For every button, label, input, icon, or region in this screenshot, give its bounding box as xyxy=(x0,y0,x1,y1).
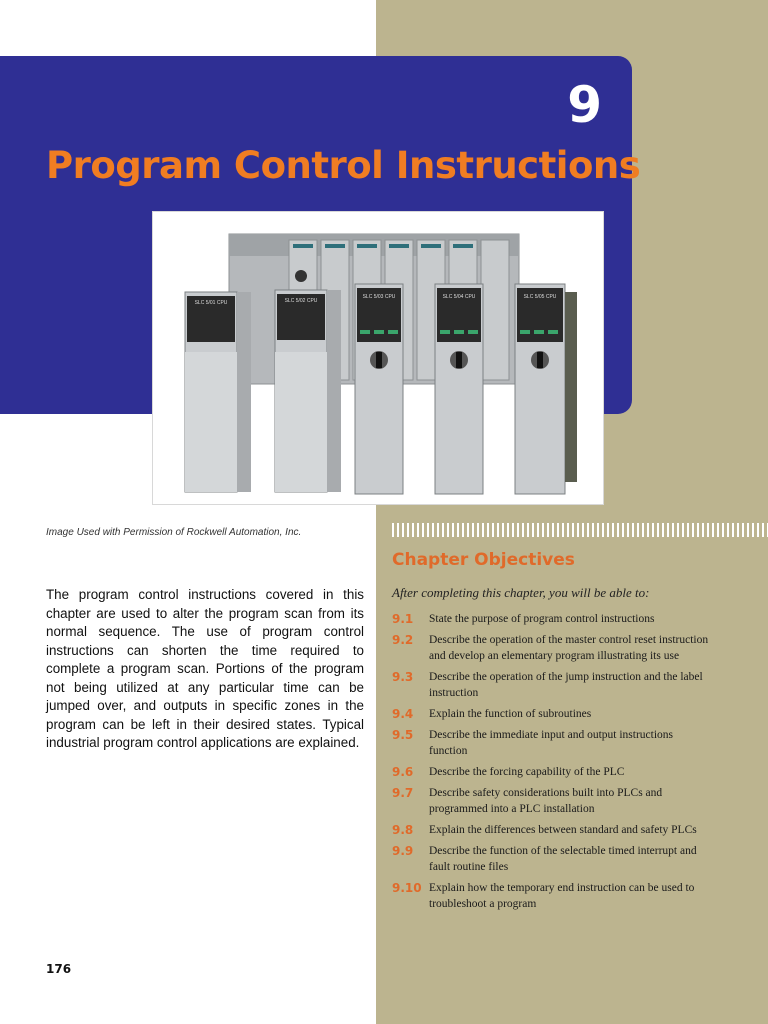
slc-501-module xyxy=(185,292,251,492)
objective-item xyxy=(392,706,712,722)
objective-number: 9.7 xyxy=(392,786,414,800)
module-label: SLC 5/02 CPU xyxy=(284,298,318,304)
module-label: SLC 5/04 CPU xyxy=(442,294,476,300)
chapter-intro-paragraph: The program control instructions covered in this chapter are used to alter the program scan from its normal sequence. The use of program control instructions can shorten the time required to complete a program scan. Portions of the program not being utilized at any particular time can be jumped over, and outputs in specific zones in the program can be left in their desired states. Typical industrial program control applications are explained. xyxy=(46,587,364,750)
slc-503-module xyxy=(355,284,403,494)
objective-text: Describe the immediate input and output instructions function xyxy=(429,729,674,757)
objective-text: State the purpose of program control instructions xyxy=(429,613,655,625)
objective-number: 9.6 xyxy=(392,765,414,779)
chapter-title: Program Control Instructions xyxy=(46,144,641,187)
slc-504-module xyxy=(435,284,483,494)
objective-item xyxy=(392,764,712,780)
objectives-list xyxy=(392,611,712,917)
objective-text: Explain the differences between standard and safety PLCs xyxy=(429,824,697,836)
objective-number: 9.10 xyxy=(392,881,422,895)
objective-item xyxy=(392,611,712,627)
chapter-number: 9 xyxy=(567,76,602,134)
slc-505-module xyxy=(515,284,577,494)
tick-rule-divider xyxy=(392,523,768,537)
objective-item xyxy=(392,669,712,701)
objective-item xyxy=(392,727,712,759)
objective-item xyxy=(392,843,712,875)
objective-item xyxy=(392,632,712,664)
objective-number: 9.4 xyxy=(392,707,414,721)
objective-text: Explain the function of subroutines xyxy=(429,708,592,720)
objective-item xyxy=(392,822,712,838)
objective-text: Describe the operation of the jump instruction and the label instruction xyxy=(429,671,703,699)
objective-text: Describe safety considerations built into PLCs and programmed into a PLC installation xyxy=(429,787,663,815)
objective-number: 9.1 xyxy=(392,612,414,626)
objective-number: 9.5 xyxy=(392,728,414,742)
objective-number: 9.8 xyxy=(392,823,414,837)
plc-hardware-photo xyxy=(153,212,603,504)
slc-502-module xyxy=(275,290,341,492)
image-credit: Image Used with Permission of Rockwell Automation, Inc. xyxy=(46,527,302,538)
objective-number: 9.9 xyxy=(392,844,414,858)
objectives-heading: Chapter Objectives xyxy=(392,550,575,570)
objective-text: Describe the function of the selectable timed interrupt and fault routine files xyxy=(429,845,697,873)
module-label: SLC 5/05 CPU xyxy=(523,294,557,300)
objective-text: Describe the operation of the master control reset instruction and develop an elementary program illustrating its use xyxy=(429,634,709,662)
module-label: SLC 5/01 CPU xyxy=(194,300,228,306)
module-label: SLC 5/03 CPU xyxy=(362,294,396,300)
objective-number: 9.3 xyxy=(392,670,414,684)
objectives-intro: After completing this chapter, you will be able to: xyxy=(392,585,650,600)
objective-item xyxy=(392,785,712,817)
objective-text: Explain how the temporary end instruction can be used to troubleshoot a program xyxy=(429,882,695,910)
objective-text: Describe the forcing capability of the PLC xyxy=(429,766,625,778)
objective-number: 9.2 xyxy=(392,633,414,647)
objective-item xyxy=(392,880,712,912)
page-number: 176 xyxy=(46,962,72,976)
